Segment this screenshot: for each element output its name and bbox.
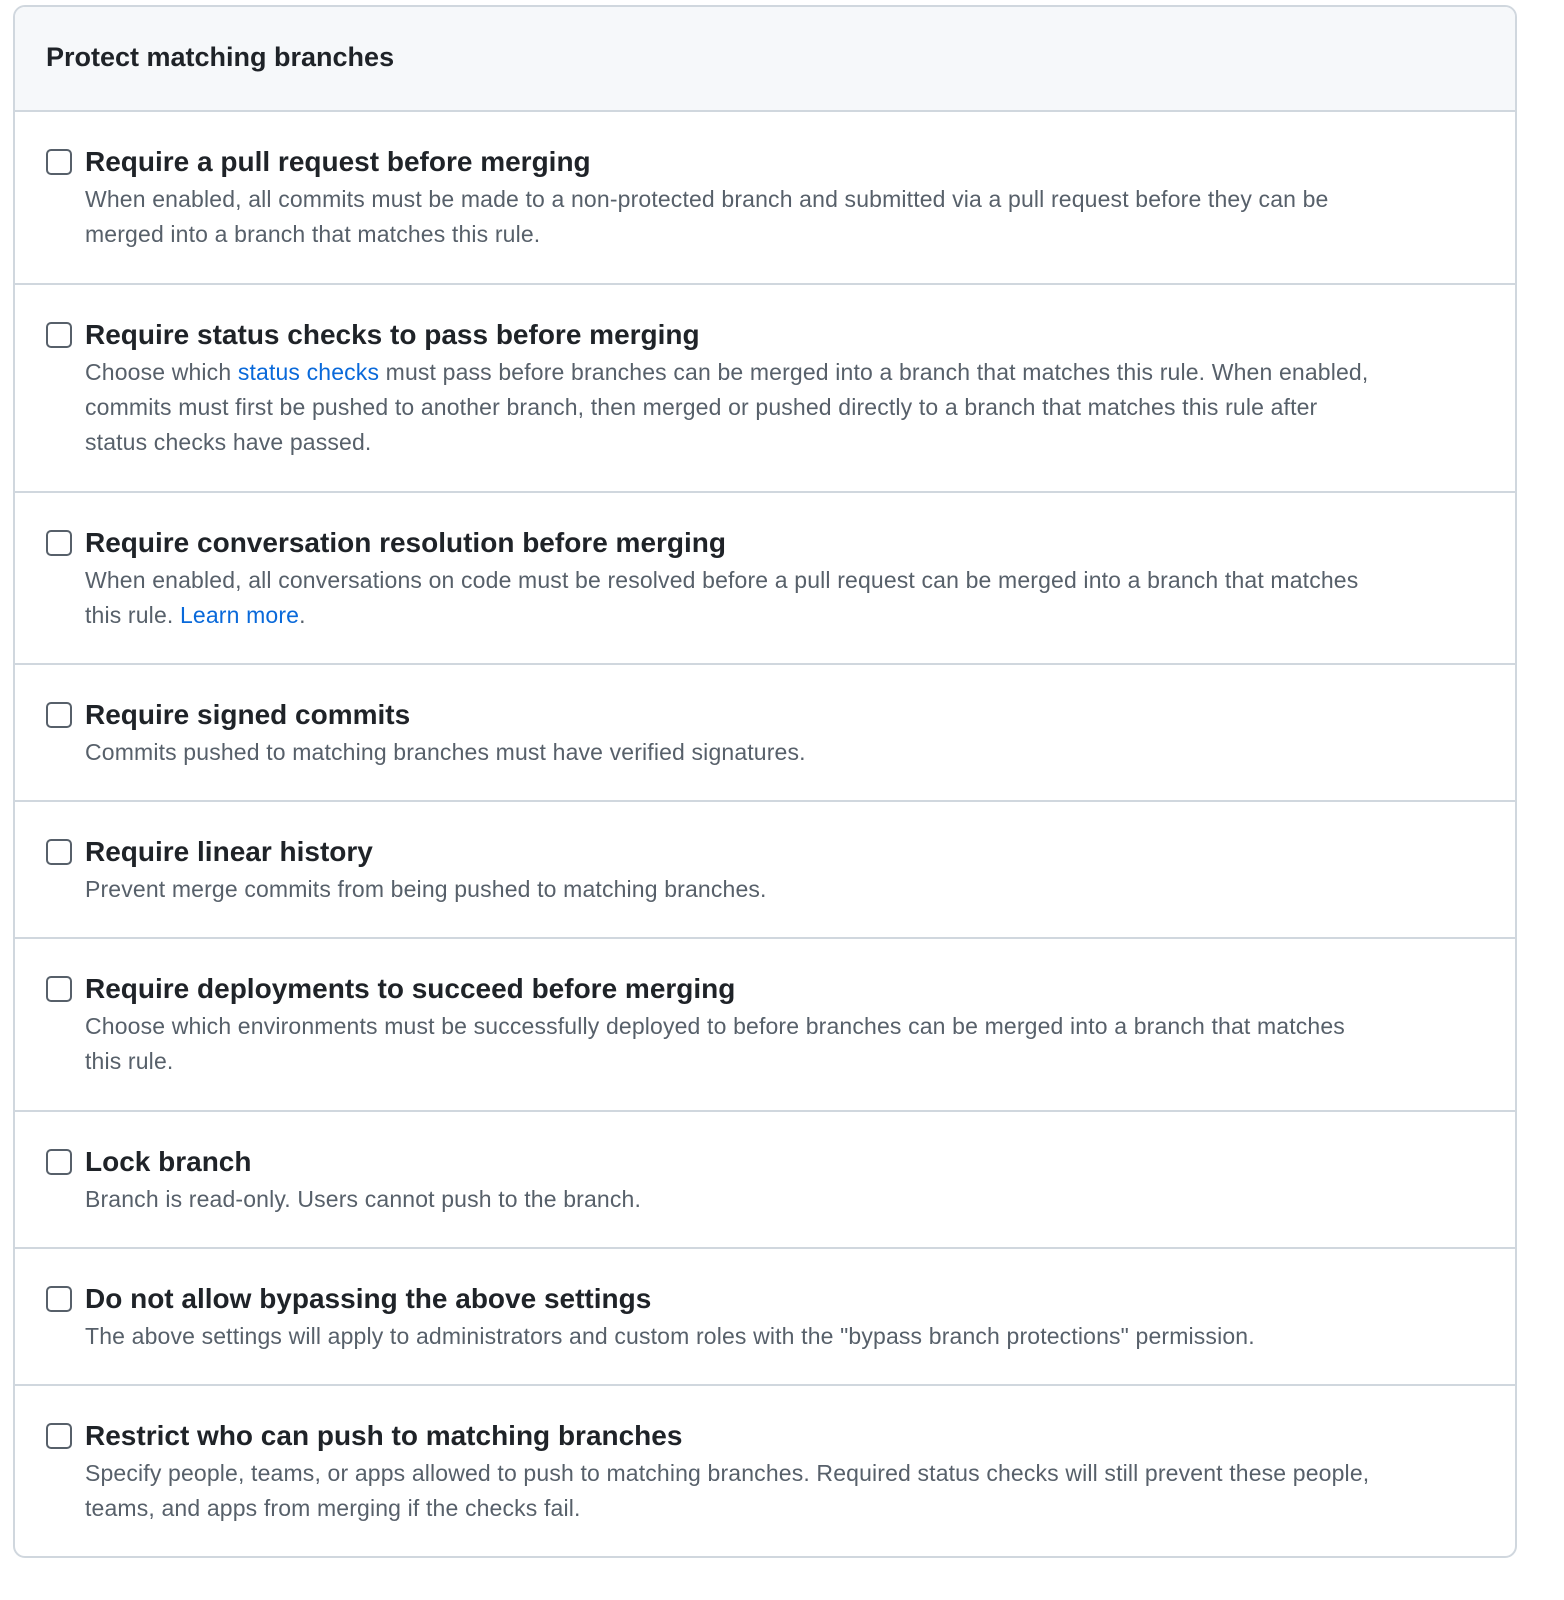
panel-title: Protect matching branches bbox=[46, 42, 395, 72]
rule-require-pull-request bbox=[15, 112, 1515, 285]
rule-description-line: merged into a branch that matches this rule. bbox=[85, 221, 541, 247]
rule-title[interactable]: Require conversation resolution before merging bbox=[85, 527, 727, 558]
rule-title[interactable]: Require status checks to pass before merging bbox=[85, 319, 700, 350]
rule-lock-branch bbox=[15, 1112, 1515, 1249]
learn-more-link[interactable]: Learn more bbox=[179, 602, 300, 628]
rule-description-line: Specify people, teams, or apps allowed to push to matching branches. Required status checks will still prevent these people, bbox=[85, 1460, 1370, 1486]
rule-title[interactable]: Require linear history bbox=[85, 836, 373, 867]
restrict-push-checkbox[interactable] bbox=[46, 1423, 72, 1449]
do-not-allow-bypassing-checkbox[interactable] bbox=[46, 1286, 72, 1312]
rule-restrict-push bbox=[15, 1386, 1515, 1558]
require-linear-history-checkbox[interactable] bbox=[46, 839, 72, 865]
require-pull-request-checkbox[interactable] bbox=[46, 149, 72, 175]
require-deployments-checkbox[interactable] bbox=[46, 976, 72, 1002]
rule-require-conversation-resolution bbox=[15, 493, 1515, 665]
rule-description-line: status checks have passed. bbox=[85, 429, 372, 455]
rule-description-line: Prevent merge commits from being pushed to matching branches. bbox=[85, 876, 767, 902]
rule-description-line: The above settings will apply to administrators and custom roles with the "bypass branch protections" permission. bbox=[85, 1323, 1255, 1349]
rule-description-line: Branch is read-only. Users cannot push to the branch. bbox=[85, 1186, 641, 1212]
rule-description-line: commits must first be pushed to another branch, then merged or pushed directly to a branch that matches this rule after bbox=[85, 394, 1318, 420]
rule-description-text: . bbox=[299, 602, 306, 628]
rule-description-text: Choose which bbox=[85, 359, 238, 385]
rule-title[interactable]: Lock branch bbox=[85, 1146, 252, 1177]
rule-description-line: When enabled, all conversations on code must be resolved before a pull request can be merged into a branch that matches bbox=[85, 567, 1359, 593]
rule-require-signed-commits bbox=[15, 665, 1515, 802]
rule-do-not-allow-bypassing bbox=[15, 1249, 1515, 1386]
rule-title[interactable]: Restrict who can push to matching branches bbox=[85, 1420, 683, 1451]
rule-description bbox=[85, 563, 1475, 633]
status-checks-link[interactable]: status checks bbox=[237, 359, 380, 385]
rule-description-line bbox=[85, 355, 1475, 390]
rule-title[interactable]: Require a pull request before merging bbox=[85, 146, 591, 177]
rule-description bbox=[85, 1319, 1475, 1354]
rule-description bbox=[85, 355, 1475, 460]
rule-title[interactable]: Require signed commits bbox=[85, 699, 411, 730]
rule-description bbox=[85, 872, 1475, 907]
require-status-checks-checkbox[interactable] bbox=[46, 322, 72, 348]
rule-description bbox=[85, 1182, 1475, 1217]
require-conversation-resolution-checkbox[interactable] bbox=[46, 530, 72, 556]
rule-require-status-checks bbox=[15, 285, 1515, 493]
panel-header bbox=[15, 7, 1515, 112]
rule-description-line: When enabled, all commits must be made to a non-protected branch and submitted via a pull request before they can be bbox=[85, 186, 1329, 212]
rule-description-line: this rule. bbox=[85, 1048, 174, 1074]
rule-description-line: teams, and apps from merging if the checks fail. bbox=[85, 1495, 581, 1521]
rule-description bbox=[85, 735, 1475, 770]
require-signed-commits-checkbox[interactable] bbox=[46, 702, 72, 728]
rule-title[interactable]: Require deployments to succeed before merging bbox=[85, 973, 736, 1004]
rule-description bbox=[85, 182, 1475, 252]
lock-branch-checkbox[interactable] bbox=[46, 1149, 72, 1175]
rule-description bbox=[85, 1456, 1475, 1526]
rule-require-linear-history bbox=[15, 802, 1515, 939]
rule-description-line bbox=[85, 598, 1475, 633]
rule-description-line: Commits pushed to matching branches must have verified signatures. bbox=[85, 739, 806, 765]
rule-description-text: this rule. bbox=[85, 602, 180, 628]
rule-description-text: must pass before branches can be merged into a branch that matches this rule. When enabled, bbox=[379, 359, 1369, 385]
protect-matching-branches-panel bbox=[13, 5, 1517, 1558]
rule-require-deployments bbox=[15, 939, 1515, 1112]
rule-description bbox=[85, 1009, 1475, 1079]
rule-title[interactable]: Do not allow bypassing the above settings bbox=[85, 1283, 652, 1314]
rule-description-line: Choose which environments must be successfully deployed to before branches can be merged into a branch that matches bbox=[85, 1013, 1345, 1039]
